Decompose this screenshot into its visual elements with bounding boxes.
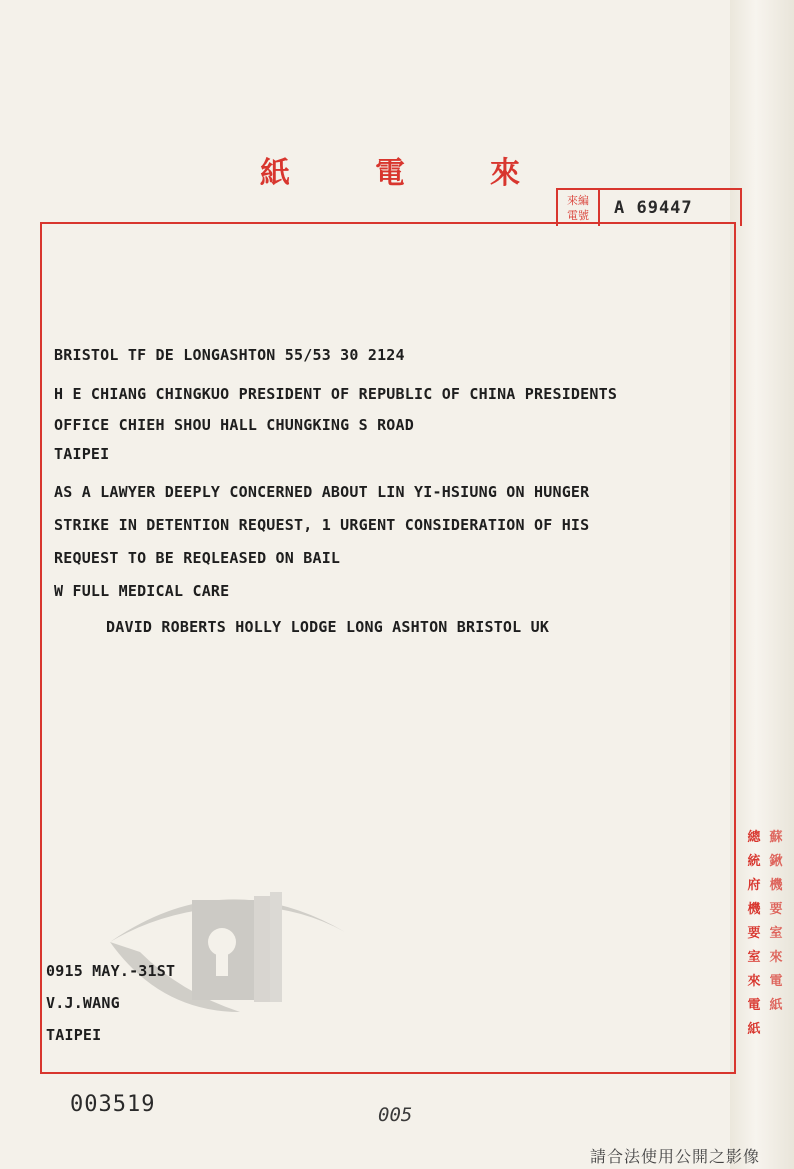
side-stamp-col-1-char: 紙 (747, 1022, 761, 1037)
side-stamp (746, 826, 784, 1042)
side-stamp-col-2 (768, 826, 784, 1042)
side-stamp-col-1-char: 統 (747, 854, 761, 869)
page-number: 005 (378, 1104, 413, 1126)
serial-number: A 69447 (614, 198, 693, 218)
telegram-line-6: STRIKE IN DETENTION REQUEST, 1 URGENT CONSIDERATION OF HIS (54, 516, 590, 534)
side-stamp-col-1-char: 來 (747, 974, 761, 989)
telegram-line-2: H E CHIANG CHINGKUO PRESIDENT OF REPUBLIC OF CHINA PRESIDENTS (54, 385, 618, 403)
side-stamp-col-1-char: 電 (747, 998, 761, 1013)
side-stamp-col-2-char: 機 (769, 878, 783, 893)
side-stamp-col-2-char: 紙 (769, 998, 783, 1013)
archive-logo (100, 872, 350, 1022)
title-char-3: 來 (490, 156, 520, 191)
side-stamp-col-1-char: 機 (747, 902, 761, 917)
usage-watermark: 請合法使用公開之影像 (590, 1147, 761, 1166)
title-char-2: 電 (375, 156, 405, 191)
side-stamp-col-1-char: 總 (747, 830, 761, 845)
serial-label-top: 來編 (567, 194, 589, 207)
side-stamp-col-1-char: 府 (747, 878, 761, 893)
telegram-line-8: W FULL MEDICAL CARE (54, 582, 230, 600)
side-stamp-col-2-char: 電 (769, 974, 783, 989)
side-stamp-col-1-char: 室 (747, 950, 761, 965)
document-number: 003519 (70, 1092, 156, 1117)
telegram-signature: DAVID ROBERTS HOLLY LODGE LONG ASHTON BRISTOL UK (106, 618, 550, 636)
footer-time: 0915 MAY.-31ST (46, 962, 176, 980)
title-char-1: 紙 (260, 156, 290, 191)
telegram-line-7: REQUEST TO BE REQLEASED ON BAIL (54, 549, 341, 567)
side-stamp-col-2-char: 室 (769, 926, 783, 941)
serial-label-bottom: 電號 (567, 209, 589, 222)
side-stamp-col-2-char: 來 (769, 950, 783, 965)
telegram-line-3: OFFICE CHIEH SHOU HALL CHUNGKING S ROAD (54, 416, 414, 434)
serial-label (558, 190, 600, 226)
telegram-line-5: AS A LAWYER DEEPLY CONCERNED ABOUT LIN YI-HSIUNG ON HUNGER (54, 483, 590, 501)
side-stamp-col-2-char: 要 (769, 902, 783, 917)
side-stamp-col-2-char: 蘇 (769, 830, 783, 845)
telegram-line-4: TAIPEI (54, 445, 110, 463)
side-stamp-col-1-char: 要 (747, 926, 761, 941)
telegram-line-1: BRISTOL TF DE LONGASHTON 55/53 30 2124 (54, 346, 405, 364)
footer-operator: V.J.WANG (46, 994, 120, 1012)
side-stamp-col-2-char: 鍬 (769, 854, 783, 869)
form-title (260, 148, 520, 192)
footer-city: TAIPEI (46, 1026, 102, 1044)
side-stamp-col-1 (746, 826, 762, 1042)
serial-box (556, 188, 742, 226)
